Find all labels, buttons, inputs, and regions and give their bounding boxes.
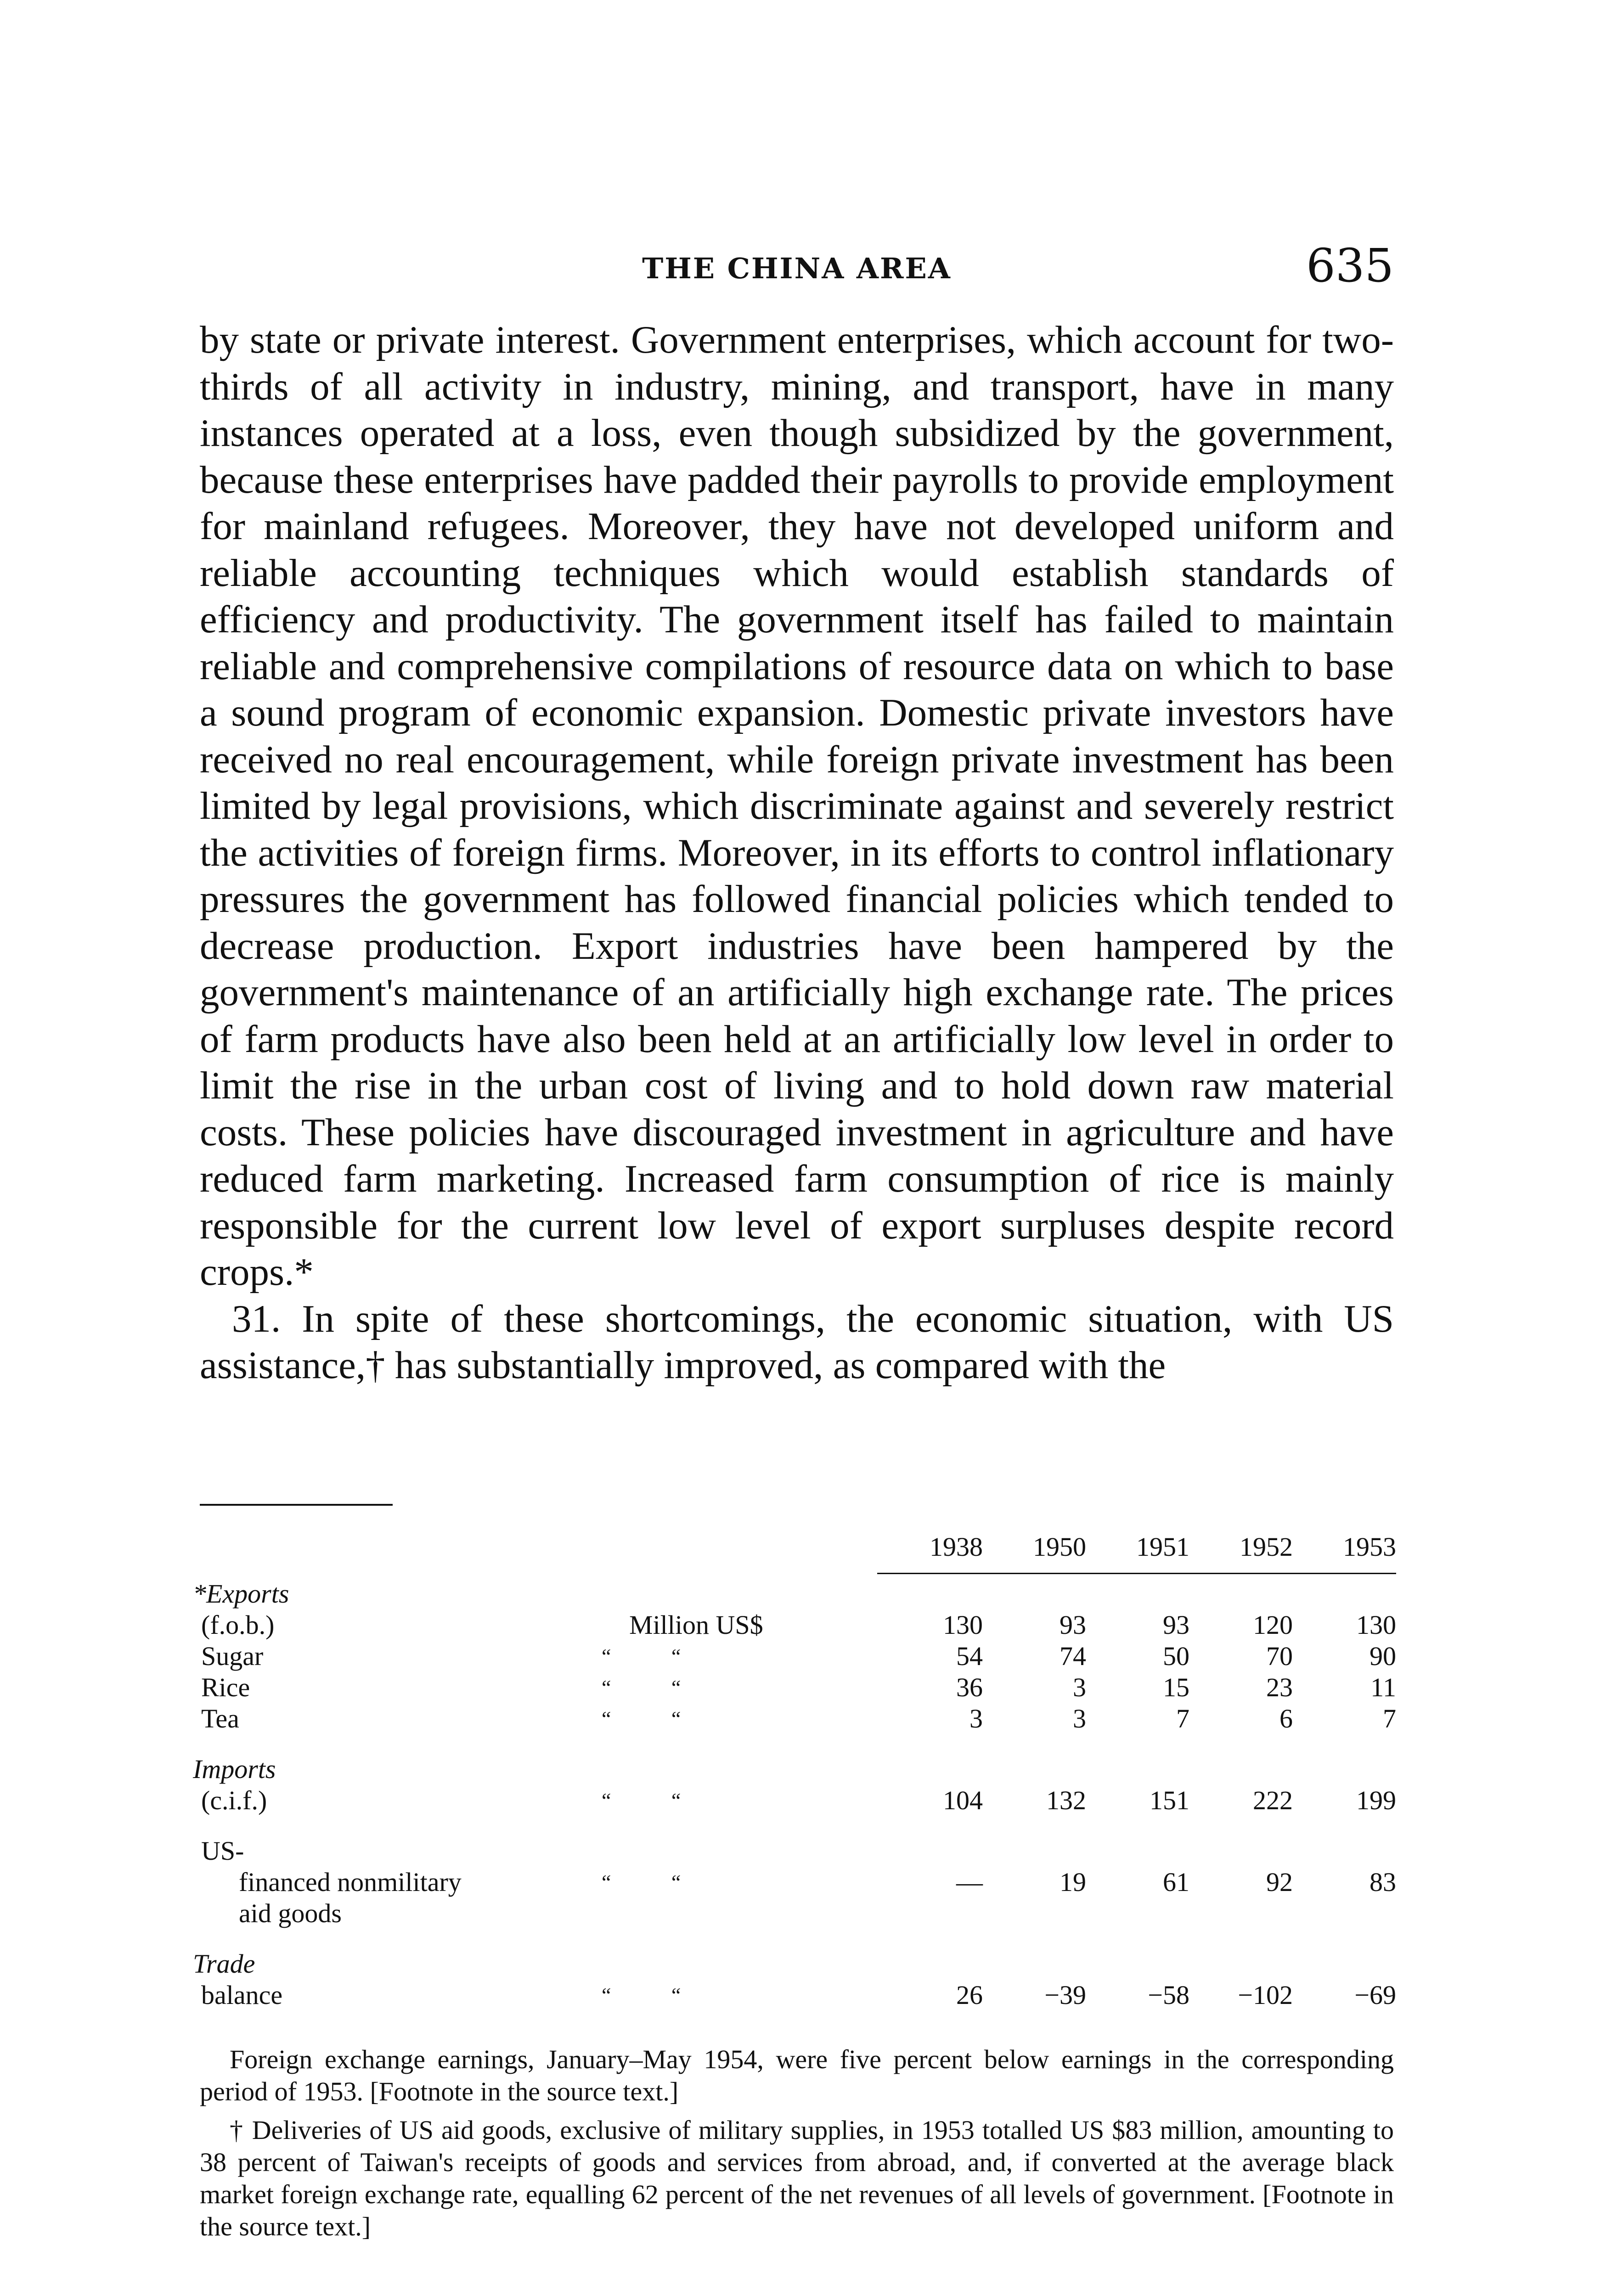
running-head-title: THE CHINA AREA xyxy=(642,252,952,285)
table-cell: 120 xyxy=(1253,1609,1293,1640)
table-row xyxy=(193,1574,1396,1609)
row-label: Rice xyxy=(201,1672,250,1702)
table-cell: 93 xyxy=(1163,1609,1189,1640)
row-label: Sugar xyxy=(201,1641,264,1671)
table-cell: 54 xyxy=(956,1641,983,1671)
ditto-marks: “ “ xyxy=(602,1983,709,2007)
table-cell: 104 xyxy=(943,1785,983,1815)
table-cell: −69 xyxy=(1354,1980,1396,2010)
table-cell: 3 xyxy=(969,1703,983,1733)
body-text xyxy=(200,317,1394,1389)
row-label: (c.i.f.) xyxy=(201,1785,267,1815)
table-cell: 3 xyxy=(1073,1672,1086,1702)
row-label: Tea xyxy=(201,1703,239,1733)
table-cell: 130 xyxy=(1356,1609,1396,1640)
table-row xyxy=(193,1703,1396,1734)
table-cell: 132 xyxy=(1046,1785,1086,1815)
table-cell: 74 xyxy=(1060,1641,1086,1671)
table-row xyxy=(193,1929,1396,1980)
table-row xyxy=(193,1898,1396,1929)
row-label: financed nonmilitary xyxy=(239,1867,462,1897)
table-row xyxy=(193,1641,1396,1672)
table-cell: 19 xyxy=(1060,1867,1086,1897)
row-label: balance xyxy=(201,1980,283,2010)
table-cell: — xyxy=(956,1867,983,1897)
table-cell: 15 xyxy=(1163,1672,1189,1702)
ditto-marks: “ “ xyxy=(602,1870,709,1894)
table-cell: 92 xyxy=(1266,1867,1293,1897)
ditto-marks: “ “ xyxy=(602,1675,709,1699)
table-row xyxy=(193,1609,1396,1641)
table-cell: 222 xyxy=(1253,1785,1293,1815)
row-label: (f.o.b.) xyxy=(201,1609,275,1640)
table-cell: 26 xyxy=(956,1980,983,2010)
table-cell: 83 xyxy=(1370,1867,1396,1897)
footnotes xyxy=(200,2043,1394,2249)
table-cell: 7 xyxy=(1176,1703,1189,1733)
table-row xyxy=(193,1672,1396,1703)
year-header: 1952 xyxy=(1189,1531,1293,1574)
table-header-row xyxy=(193,1531,1396,1574)
table-cell: 199 xyxy=(1356,1785,1396,1815)
table-cell: 36 xyxy=(956,1672,983,1702)
table-cell: 23 xyxy=(1266,1672,1293,1702)
table-row xyxy=(193,1816,1396,1867)
table-cell: 3 xyxy=(1073,1703,1086,1733)
table-row xyxy=(193,1785,1396,1816)
row-label: US- xyxy=(201,1835,244,1866)
trade-table xyxy=(193,1531,1396,2011)
table-cell: 61 xyxy=(1163,1867,1189,1897)
table-cell: 70 xyxy=(1266,1641,1293,1671)
footnote-separator-rule xyxy=(200,1504,393,1506)
table-row xyxy=(193,1867,1396,1898)
table-cell: 90 xyxy=(1370,1641,1396,1671)
table-row xyxy=(193,1734,1396,1785)
table-cell: −58 xyxy=(1148,1980,1189,2010)
ditto-marks: “ “ xyxy=(602,1644,709,1668)
row-label: aid goods xyxy=(239,1898,342,1928)
year-header: 1953 xyxy=(1293,1531,1396,1574)
year-header: 1938 xyxy=(877,1531,983,1574)
page-number: 635 xyxy=(1306,239,1394,293)
unit-label: Million US$ xyxy=(629,1609,763,1640)
imports-heading: Imports xyxy=(193,1754,276,1784)
table-cell: 130 xyxy=(943,1609,983,1640)
year-header: 1951 xyxy=(1086,1531,1189,1574)
running-head xyxy=(200,239,1394,298)
table-cell: 6 xyxy=(1279,1703,1293,1733)
table-cell: 50 xyxy=(1163,1641,1189,1671)
table-cell: −39 xyxy=(1044,1980,1086,2010)
table-cell: −102 xyxy=(1238,1980,1293,2010)
ditto-marks: “ “ xyxy=(602,1706,709,1730)
exports-heading: *Exports xyxy=(193,1578,289,1609)
trade-heading: Trade xyxy=(193,1948,255,1979)
footnote-1: Foreign exchange earnings, January–May 1954, were five percent below earnings in the corresponding period of 1953. [Footnote in the source text.] xyxy=(200,2044,1394,2106)
footnote-2: † Deliveries of US aid goods, exclusive of military supplies, in 1953 totalled US $83 million, amounting to 38 percent of Taiwan's receipts of goods and services from abroad, and, if converted at the average black market foreign exchange rate, equalling 62 percent of the net revenues of all levels of government. [Footnote in the source text.] xyxy=(200,2115,1394,2241)
table-row xyxy=(193,1980,1396,2011)
year-header: 1950 xyxy=(983,1531,1086,1574)
table-cell: 7 xyxy=(1383,1703,1396,1733)
body-paragraph-1: by state or private interest. Government enterprises, which account for two-thirds of all activity in industry, mining, and transport, have in many instances operated at a loss, even though subsidized by the government, because these enterprises have padded their payrolls to provide employment for mainland refugees. Moreover, they have not developed uniform and reliable accounting techniques which would establish standards of efficiency and productivity. The government itself has failed to maintain reliable and comprehensive compilations of resource data on which to base a sound program of economic expansion. Domestic private investors have received no real encouragement, while foreign private investment has been limited by legal provisions, which discriminate against and severely restrict the activities of foreign firms. Moreover, in its efforts to control inflationary pressures the government has followed financial policies which tended to decrease production. Export industries have been hampered by the government's maintenance of an artificially high exchange rate. The prices of farm products have also been held at an artificially low level in order to limit the rise in the urban cost of living and to hold down raw material costs. These policies have discouraged investment in agriculture and have reduced farm marketing. Increased farm consumption of rice is mainly responsible for the current low level of export surpluses despite record crops.* xyxy=(200,318,1394,1294)
body-paragraph-2: 31. In spite of these shortcomings, the economic situation, with US assistance,† has substantially improved, as compared with the xyxy=(200,1297,1394,1387)
table-cell: 11 xyxy=(1370,1672,1396,1702)
table-cell: 151 xyxy=(1150,1785,1189,1815)
table-cell: 93 xyxy=(1060,1609,1086,1640)
ditto-marks: “ “ xyxy=(602,1788,709,1812)
